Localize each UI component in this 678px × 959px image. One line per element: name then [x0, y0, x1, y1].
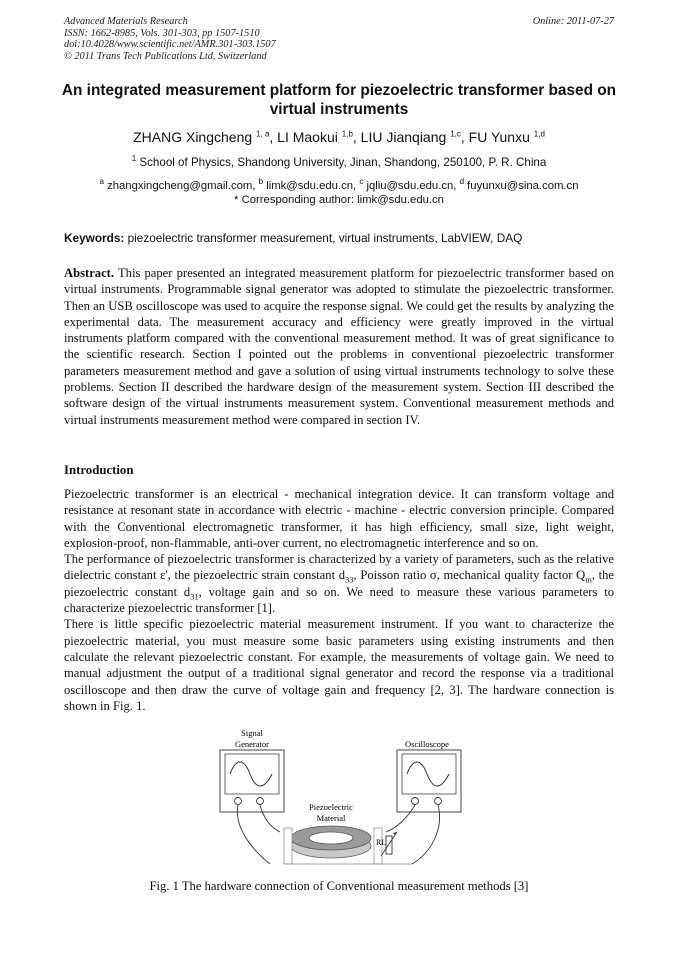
- paragraph: [64, 551, 614, 616]
- email-block: [30, 177, 648, 207]
- terminal: [435, 798, 442, 805]
- generator-label: Signal: [241, 728, 263, 738]
- sine-wave-icon: [407, 762, 449, 786]
- issn: ISSN: 1662-8985, Vols. 301-303, pp 1507-1510: [64, 27, 260, 39]
- material-label: Piezoelectric: [309, 802, 353, 812]
- author-affiliation-mark: 1, a: [256, 129, 270, 139]
- author-affiliation-mark: 1,c: [450, 129, 461, 139]
- generator-label: Generator: [235, 739, 269, 749]
- affiliation: [40, 156, 638, 169]
- signal-generator-box: [220, 750, 284, 812]
- affiliation-text: School of Physics, Shandong University, Jinan, Shandong, 250100, P. R. China: [139, 156, 547, 169]
- paragraph: There is little specific piezoelectric material measurement instrument. If you want to characterize the piezoelectric material, you must measure some basic parameters using existing instruments and then calculate the relevant piezoelectric constant. For example, the measurements of voltage gain. We need to manual adjustment the output of a traditional signal generator and record the response via a traditional oscilloscope and then draw the curve of voltage gain and frequency [2, 3]. The hardware connection is shown in Fig. 1.: [64, 617, 614, 713]
- doi: doi:10.4028/www.scientific.net/AMR.301-303.1507: [64, 39, 276, 51]
- copyright: © 2011 Trans Tech Publications Ltd, Switzerland: [64, 50, 267, 62]
- author-name: ZHANG Xingcheng: [133, 129, 253, 145]
- email-mark: d: [459, 177, 465, 187]
- keywords-label: Keywords:: [64, 231, 125, 245]
- terminal: [257, 798, 264, 805]
- email-address[interactable]: fuyunxu@sina.com.cn: [467, 180, 579, 192]
- sine-wave-icon: [230, 762, 272, 786]
- terminal: [412, 798, 419, 805]
- text-run: , voltage gain and so on. We need to measure these various parameters to characterize piezoelectric transformer [1].: [64, 584, 615, 616]
- abstract: [64, 265, 614, 428]
- subscript: 31: [190, 591, 199, 602]
- email-mark: c: [359, 177, 364, 187]
- corresponding-author: * Corresponding author: limk@sdu.edu.cn: [234, 193, 444, 206]
- oscilloscope-label: Oscilloscope: [405, 739, 449, 749]
- affiliation-mark: 1: [131, 154, 137, 164]
- keywords-text: piezoelectric transformer measurement, virtual instruments, LabVIEW, DAQ: [127, 231, 523, 245]
- email-address[interactable]: jqliu@sdu.edu.cn,: [366, 180, 457, 192]
- author-affiliation-mark: 1,d: [533, 129, 545, 139]
- author-name: FU Yunxu: [468, 129, 530, 145]
- online-date: Online: 2011-07-27: [532, 16, 614, 27]
- abstract-text: This paper presented an integrated measurement platform for piezoelectric transformer based on virtual instruments. Programmable signal generator was adopted to stimulate the piezoelectric transformer. Then an USB oscilloscope was used to acquire the response signal. We could get the results by analyzing the experimental data. The measurement accuracy and efficiency were greatly improved in the virtual instruments platform compared with the conventional measurement method. It was of great significance to the scientific research. Section I pointed out the problems in conventional piezoelectric transformer parameters measurement method and gave a solution of using virtual instruments technology to solve these problems. Section II described the hardware design of the measurement system. Section III described the software design of the virtual instruments measurement system. Conventional measurement methods and virtual instruments measurement method were compared in section IV.: [64, 266, 614, 427]
- material-label: Material: [316, 813, 346, 823]
- email-mark: b: [258, 177, 264, 187]
- text-run: , the piezoelectric constant d: [64, 568, 614, 599]
- piezoelectric-ring: [291, 826, 371, 858]
- email-mark: a: [99, 177, 104, 187]
- terminal: [235, 798, 242, 805]
- author-affiliation-mark: 1,b: [341, 129, 353, 139]
- figure-caption: Fig. 1 The hardware connection of Conventional measurement methods [3]: [149, 879, 529, 893]
- subscript: 33: [345, 575, 354, 585]
- keywords: [64, 231, 624, 245]
- text-run: , Poisson ratio σ, mechanical quality factor Q: [353, 568, 586, 583]
- author-name: LI Maokui: [277, 129, 338, 145]
- oscilloscope-box: [397, 750, 461, 812]
- paper-title: An integrated measurement platform for piezoelectric transformer based on virtual instruments: [61, 82, 617, 118]
- paragraph: Piezoelectric transformer is an electrical - mechanical integration device. It can transform voltage and resistance at resonant state in accordance with electric - machine - electric conversion principle. Compared with the Conventional electromagnetic transformer, it has high efficiency, small size, light weight, explosion-proof, non-flammable, anti-over current, no electromagnetic interference and so on.: [64, 487, 614, 550]
- resistor-label: RL: [376, 838, 387, 847]
- hardware-connection-figure: [200, 728, 472, 873]
- email-address[interactable]: zhangxingcheng@gmail.com,: [107, 180, 256, 192]
- section-heading: Introduction: [64, 463, 134, 477]
- journal-name: Advanced Materials Research: [64, 16, 188, 27]
- introduction-body: [64, 486, 614, 714]
- subscript: m: [585, 575, 592, 585]
- text-run: The performance of piezoelectric transformer is characterized by a variety of parameters, such as the relative dielectric constant ε', the piezoelectric strain constant d: [64, 552, 614, 583]
- author-list: ZHANG Xingcheng $^{1, a}$, LI Maokui $^{1,b}$, LIU Jianqiang $^{1,c}$, FU Yunxu $^{1,d}$: [133, 129, 545, 145]
- journal-header: [64, 16, 276, 62]
- author-name: LIU Jianqiang: [360, 129, 447, 145]
- abstract-label: Abstract.: [64, 266, 115, 280]
- email-address[interactable]: limk@sdu.edu.cn,: [266, 180, 357, 192]
